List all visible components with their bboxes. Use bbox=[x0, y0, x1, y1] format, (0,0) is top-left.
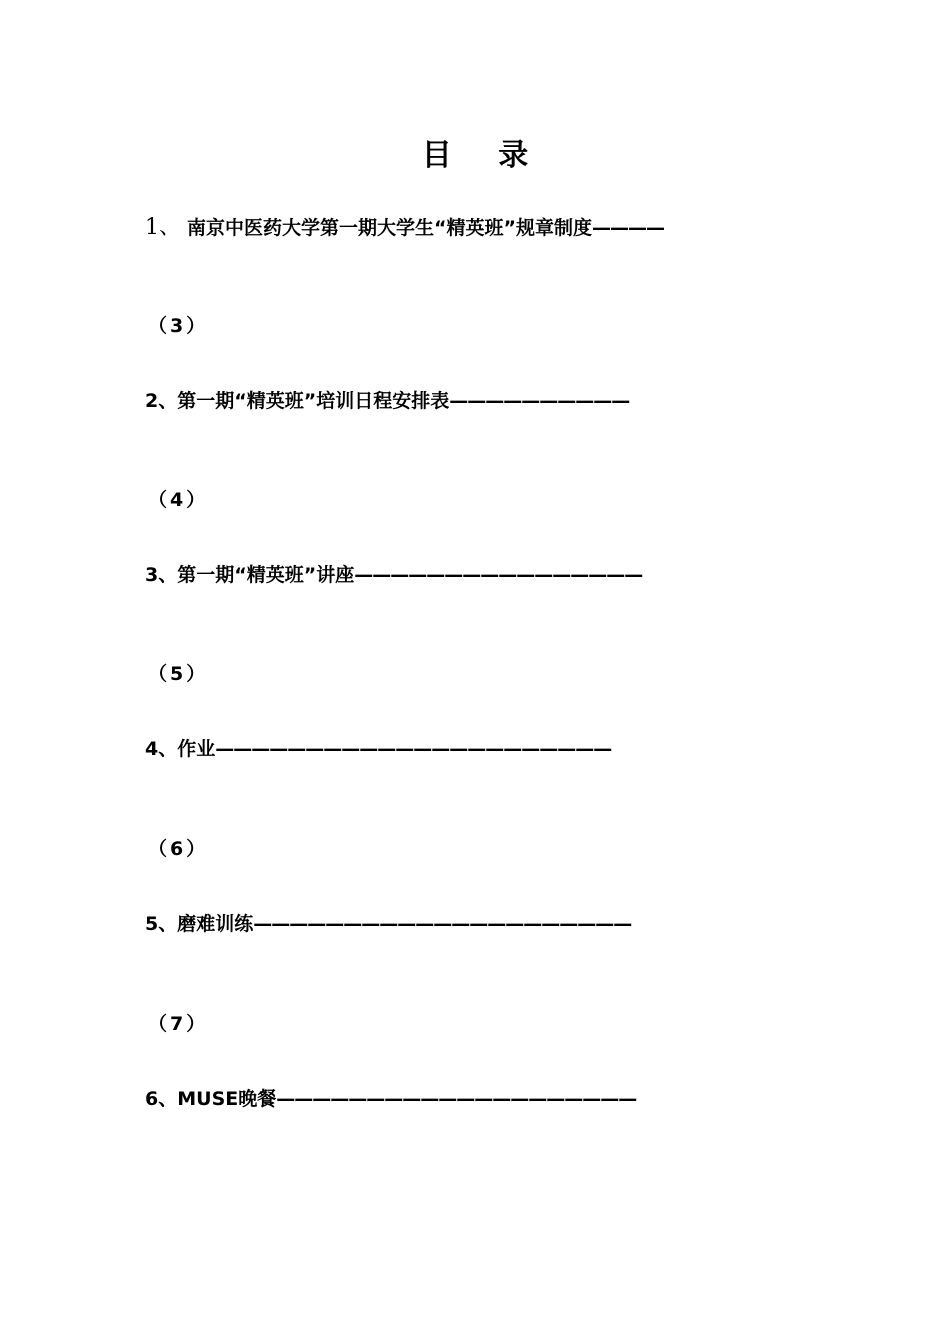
toc-entry-leader: ———————————————— bbox=[354, 564, 643, 586]
toc-entry-title: 第一期“精英班”培训日程安排表 bbox=[177, 390, 450, 412]
toc-entry-number: 1、 bbox=[145, 215, 181, 240]
toc-entry-number: 4、 bbox=[145, 738, 178, 760]
toc-entry-leader: —————————————————————— bbox=[215, 738, 612, 760]
toc-entry bbox=[145, 563, 642, 587]
toc-entry-title: 第一期“精英班”讲座 bbox=[177, 564, 355, 586]
toc-entry-title: 作业 bbox=[177, 738, 216, 760]
toc-entry-title: 南京中医药大学第一期大学生“精英班”规章制度 bbox=[187, 217, 592, 239]
toc-entry-number: 3、 bbox=[145, 564, 178, 586]
toc-entry-page: （3） bbox=[148, 315, 209, 337]
toc-entry-title: 磨难训练 bbox=[177, 913, 254, 935]
page-title: 目 录 bbox=[421, 138, 547, 173]
toc-entry-number: 5、 bbox=[145, 913, 178, 935]
toc-entry-leader: ————————————————————— bbox=[253, 913, 632, 935]
toc-entry-leader: ———— bbox=[591, 217, 664, 239]
toc-entry-page: （5） bbox=[148, 663, 209, 685]
toc-entry-page: （6） bbox=[148, 838, 209, 860]
toc-entry bbox=[145, 216, 664, 240]
toc-entry-leader: ———————————————————— bbox=[276, 1088, 637, 1110]
toc-entry-page: （7） bbox=[148, 1013, 209, 1035]
toc-entry-page: （4） bbox=[148, 489, 209, 511]
toc-entry bbox=[145, 389, 629, 413]
toc-entry bbox=[145, 912, 631, 936]
toc-entry-leader: —————————— bbox=[449, 390, 630, 412]
toc-entry bbox=[145, 1087, 636, 1111]
toc-entry bbox=[145, 737, 611, 761]
toc-entry-title: MUSE晚餐 bbox=[177, 1088, 277, 1110]
toc-entry-number: 6、 bbox=[145, 1088, 178, 1110]
toc-entry-number: 2、 bbox=[145, 390, 178, 412]
